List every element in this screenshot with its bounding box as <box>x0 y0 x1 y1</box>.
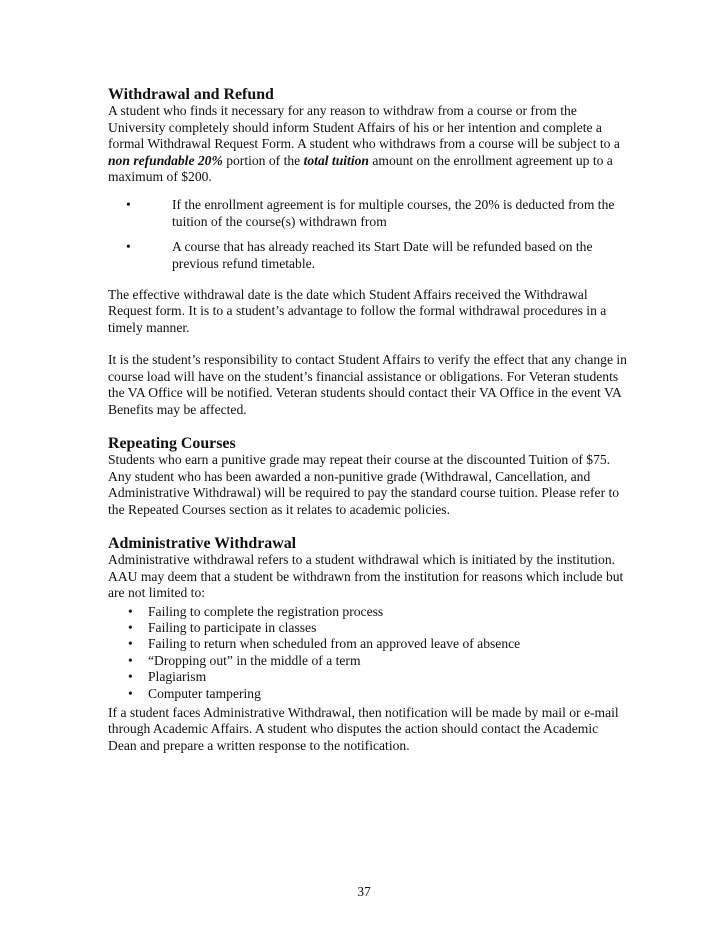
list-item-text: Failing to return when scheduled from an approved leave of absence <box>148 636 521 652</box>
bullet-icon: • <box>128 603 133 619</box>
list-item <box>108 239 628 272</box>
responsibility-paragraph: It is the student’s responsibility to contact Student Affairs to verify the effect that any change in course load will have on the student’s financial assistance or obligations. For Veteran students the VA Office will be notified. Veteran students should contact their VA Office in the event VA Benefits may be affected. <box>108 352 627 417</box>
document-page <box>108 87 628 754</box>
list-item-text: Computer tampering <box>148 685 261 701</box>
non-refundable-emphasis: non refundable 20% <box>108 152 223 168</box>
list-item <box>108 686 628 702</box>
bullet-icon: • <box>128 669 133 685</box>
withdrawal-reasons-list <box>108 604 628 702</box>
list-item-text: Failing to complete the registration process <box>148 603 384 619</box>
bullet-icon: • <box>128 685 133 701</box>
bullet-icon: • <box>128 619 133 635</box>
list-item-text: A course that has already reached its Start Date will be refunded based on the previous refund timetable. <box>172 239 593 271</box>
total-tuition-emphasis: total tuition <box>303 152 369 168</box>
withdrawal-intro-text-2: portion of the <box>222 152 304 168</box>
bullet-icon: • <box>128 636 133 652</box>
list-item <box>108 620 628 636</box>
list-item-text: “Dropping out” in the middle of a term <box>148 652 361 668</box>
administrative-intro-paragraph: Administrative withdrawal refers to a student withdrawal which is initiated by the institution. AAU may deem that a student be withdrawn from the institution for reasons which include but are not limited to: <box>108 552 624 601</box>
withdrawal-intro-text-1: A student who finds it necessary for any reason to withdraw from a course or from the University completely should inform Student Affairs of his or her intention and complete a formal Withdrawal Request Form. A student who withdraws from a course will be subject to a <box>108 103 620 152</box>
list-item <box>108 636 628 652</box>
bullet-icon: • <box>126 239 131 255</box>
withdrawal-intro-text-3: amount on the enrollment agreement up to a maximum of $200. <box>108 152 613 185</box>
list-item <box>108 669 628 685</box>
effective-date-paragraph: The effective withdrawal date is the date which Student Affairs received the Withdrawal Request form. It is to a student’s advantage to follow the formal withdrawal procedures in a timely manner. <box>108 287 607 335</box>
repeating-courses-heading: Repeating Courses <box>108 434 236 452</box>
withdrawal-refund-heading: Withdrawal and Refund <box>108 86 274 103</box>
page-number: 37 <box>357 884 371 899</box>
list-item <box>108 604 628 620</box>
bullet-icon: • <box>128 652 133 668</box>
administrative-withdrawal-heading: Administrative Withdrawal <box>108 534 297 552</box>
list-item <box>108 653 628 669</box>
withdrawal-intro-paragraph <box>108 103 628 185</box>
administrative-closing-paragraph: If a student faces Administrative Withdrawal, then notification will be made by mail or e-mail through Academic Affairs. A student who disputes the action should contact the Academic Dean and prepare a written response to the notification. <box>108 705 619 753</box>
list-item-text: Plagiarism <box>148 669 207 685</box>
list-item <box>108 197 628 230</box>
refund-bullet-list <box>108 197 628 272</box>
list-item-text: If the enrollment agreement is for multiple courses, the 20% is deducted from the tuition of the course(s) withdrawn from <box>172 197 615 229</box>
list-item-text: Failing to participate in classes <box>148 619 317 635</box>
bullet-icon: • <box>126 197 131 213</box>
repeating-courses-paragraph: Students who earn a punitive grade may repeat their course at the discounted Tuition of $75. Any student who has been awarded a non-punitive grade (Withdrawal, Cancellation, and Administrative Withdrawal) will be required to pay the standard course tuition. Please refer to the Repeated Courses section as it relates to academic policies. <box>108 452 620 517</box>
